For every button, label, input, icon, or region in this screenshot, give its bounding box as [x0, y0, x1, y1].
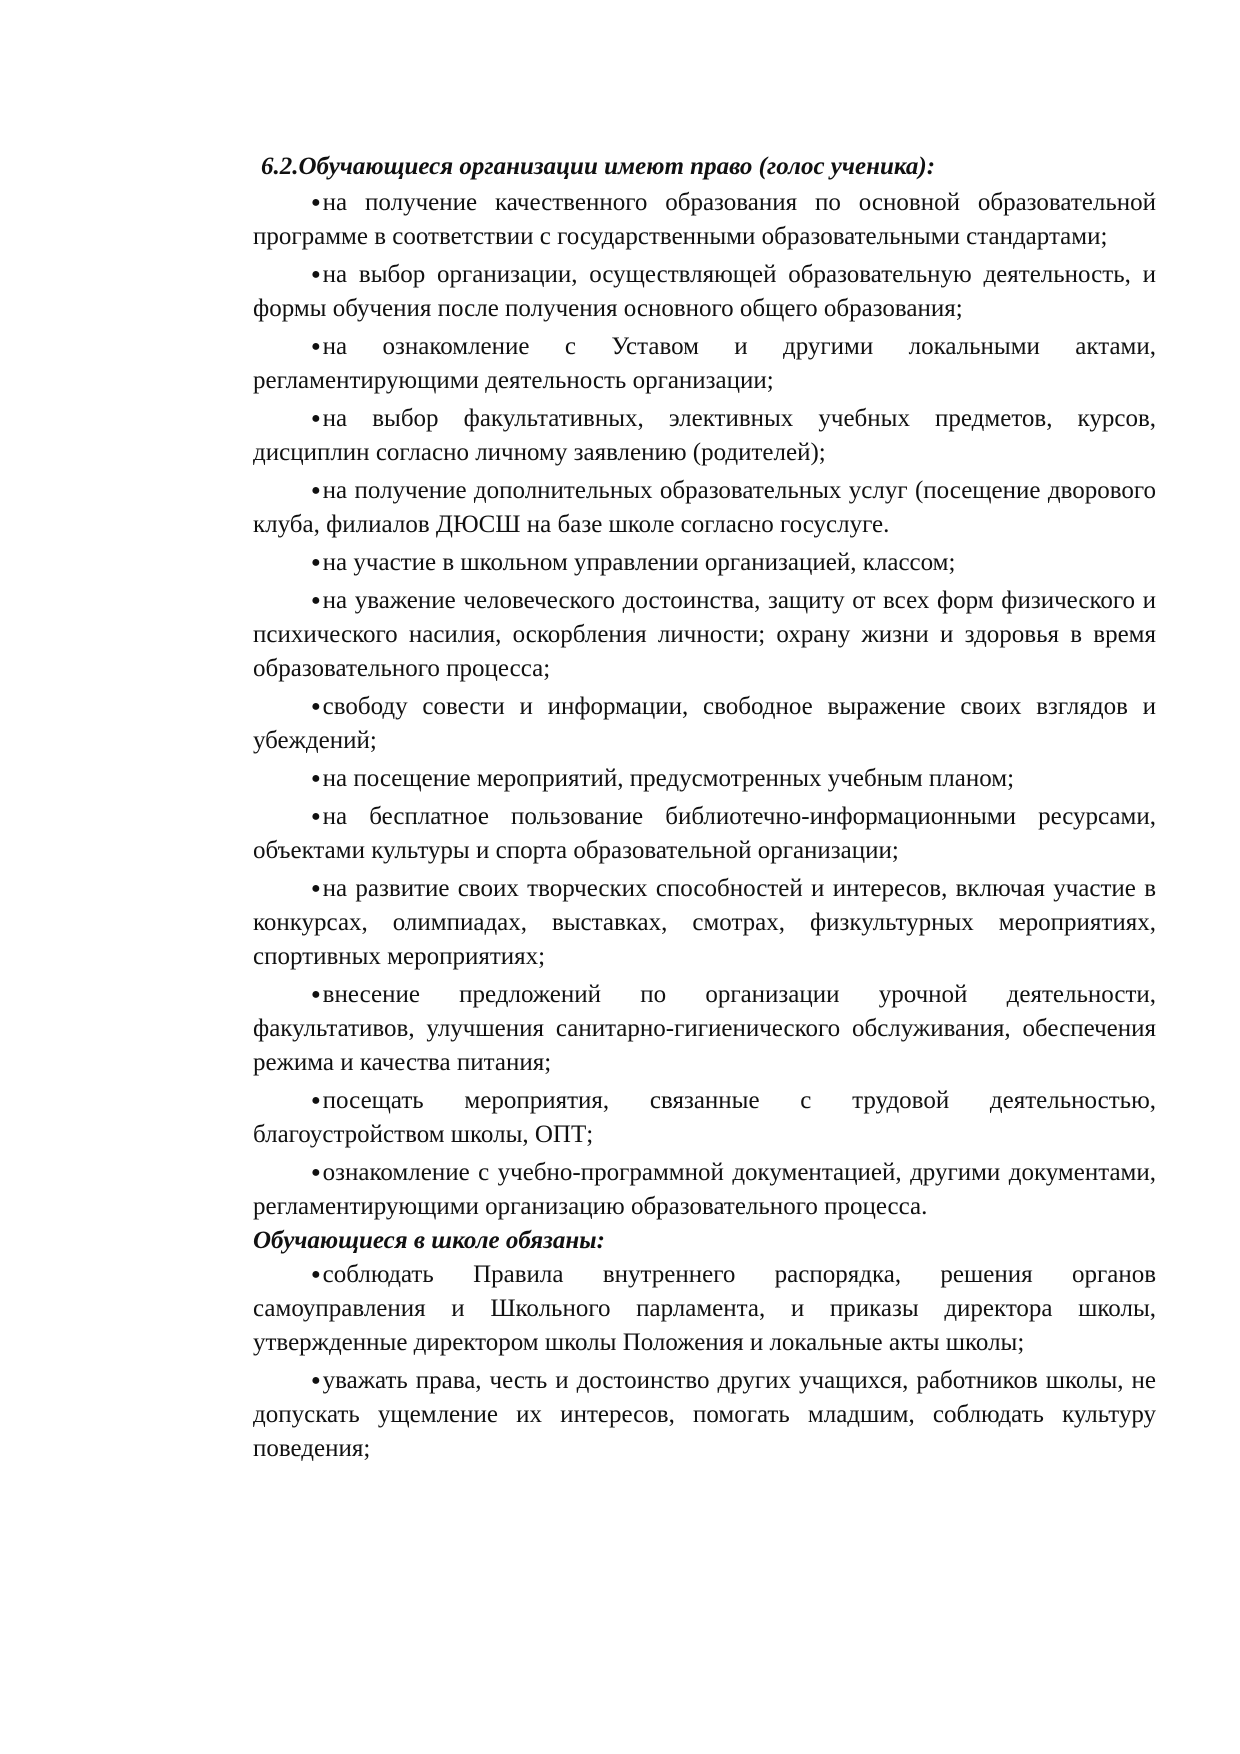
- list-item-text: на получение дополнительных образовательных услуг (посещение дворового клуба, филиалов ДЮСШ на базе школе согласно госуслуге.: [253, 477, 1156, 538]
- list-item: [253, 872, 1156, 974]
- bullet-icon: ●: [311, 880, 321, 897]
- list-item: [253, 474, 1156, 542]
- list-item: [253, 978, 1156, 1080]
- list-item-text: на ознакомление с Уставом и другими локальными актами, регламентирующими деятельность организации;: [253, 333, 1156, 394]
- rights-list: [253, 186, 1156, 1224]
- bullet-icon: ●: [311, 410, 321, 427]
- list-item-text: ознакомление с учебно-программной документацией, другими документами, регламентирующими организацию образовательного процесса.: [253, 1159, 1156, 1220]
- rights-heading: 6.2.Обучающиеся организации имеют право (голос ученика):: [261, 153, 936, 180]
- bullet-icon: ●: [311, 482, 321, 499]
- bullet-icon: ●: [311, 770, 321, 787]
- list-item-text: на развитие своих творческих способностей и интересов, включая участие в конкурсах, олимпиадах, выставках, смотрах, физкультурных мероприятиях, спортивных мероприятиях;: [253, 875, 1156, 970]
- list-item: [253, 546, 1156, 580]
- list-item: [253, 1156, 1156, 1224]
- list-item-text: на участие в школьном управлении организацией, классом;: [322, 549, 956, 576]
- bullet-icon: ●: [311, 1372, 321, 1389]
- list-item-text: на посещение мероприятий, предусмотренных учебным планом;: [322, 765, 1015, 792]
- bullet-icon: ●: [311, 194, 321, 211]
- list-item-text: на выбор факультативных, элективных учебных предметов, курсов, дисциплин согласно личному заявлению (родителей);: [253, 405, 1156, 466]
- bullet-icon: ●: [311, 698, 321, 715]
- list-item: [253, 584, 1156, 686]
- list-item: [253, 800, 1156, 868]
- bullet-icon: ●: [311, 554, 321, 571]
- list-item-text: внесение предложений по организации урочной деятельности, факультативов, улучшения санитарно-гигиенического обслуживания, обеспечения режима и качества питания;: [253, 981, 1156, 1076]
- list-item-text: уважать права, честь и достоинство других учащихся, работников школы, не допускать ущемление их интересов, помогать младшим, соблюдать культуру поведения;: [253, 1367, 1156, 1462]
- bullet-icon: ●: [311, 808, 321, 825]
- list-item-text: на выбор организации, осуществляющей образовательную деятельность, и формы обучения после получения основного общего образования;: [253, 261, 1156, 322]
- list-item-text: посещать мероприятия, связанные с трудовой деятельностью, благоустройством школы, ОПТ;: [253, 1087, 1156, 1148]
- bullet-icon: ●: [311, 1164, 321, 1181]
- list-item-text: на бесплатное пользование библиотечно-информационными ресурсами, объектами культуры и спорта образовательной организации;: [253, 803, 1156, 864]
- bullet-icon: ●: [311, 266, 321, 283]
- list-item: [253, 258, 1156, 326]
- list-item: [253, 690, 1156, 758]
- list-item-text: соблюдать Правила внутреннего распорядка, решения органов самоуправления и Школьного парламента, и приказы директора школы, утвержденные директором школы Положения и локальные акты школы;: [253, 1261, 1156, 1356]
- bullet-icon: ●: [311, 986, 321, 1003]
- list-item: [253, 1364, 1156, 1466]
- bullet-icon: ●: [311, 1092, 321, 1109]
- list-item-text: на уважение человеческого достоинства, защиту от всех форм физического и психического насилия, оскорбления личности; охрану жизни и здоровья в время образовательного процесса;: [253, 587, 1156, 682]
- list-item-text: на получение качественного образования по основной образовательной программе в соответствии с государственными образовательными стандартами;: [253, 189, 1156, 250]
- bullet-icon: ●: [311, 592, 321, 609]
- list-item: [253, 1258, 1156, 1360]
- duties-heading: Обучающиеся в школе обязаны:: [253, 1227, 605, 1254]
- list-item: [253, 186, 1156, 254]
- bullet-icon: ●: [311, 338, 321, 355]
- list-item-text: свободу совести и информации, свободное выражение своих взглядов и убеждений;: [253, 693, 1156, 754]
- list-item: [253, 330, 1156, 398]
- list-item: [253, 402, 1156, 470]
- bullet-icon: ●: [311, 1266, 321, 1283]
- list-item: [253, 1084, 1156, 1152]
- document-page: [253, 148, 1156, 1470]
- duties-list: [253, 1258, 1156, 1466]
- list-item: [253, 762, 1156, 796]
